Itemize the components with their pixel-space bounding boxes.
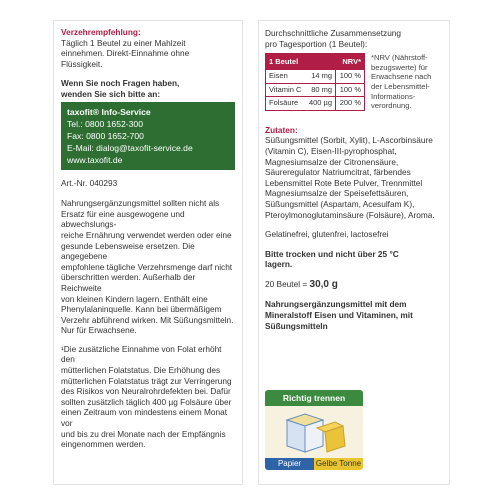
warning-line: Verzehr abführend wirken. Mit Süßungsmitteln. (61, 314, 234, 325)
nutrient-name: Vitamin C (266, 83, 306, 97)
nrv-note-line: Informations- (371, 91, 416, 101)
dosage-heading: Verzehrempfehlung: (61, 27, 141, 37)
warning-line: gesunde Lebensweise ersetzen. Die angegebene (61, 240, 195, 262)
ingredients-line: Süßungsmittel (Aspartam, Acesulfam K), (265, 198, 415, 209)
nutrient-amount: 14 mg (305, 70, 335, 83)
ingredients-heading: Zutaten: (265, 124, 298, 135)
product-desc-line: Süßungsmitteln (265, 320, 328, 331)
ingredients-line: Pteroylmonoglutaminsäure (Folsäure), Aroma. (265, 209, 435, 220)
ingredients-text (265, 135, 443, 220)
ingredients-line: Lebensmittel Rote Bete Pulver, Trennmittel (265, 177, 423, 188)
nutrient-amount: 80 mg (305, 83, 335, 97)
product-desc-line: Mineralstoff Eisen und Vitaminen, mit (265, 310, 413, 321)
nutrient-nrv: 200 % (336, 97, 365, 111)
nutrient-nrv: 100 % (336, 83, 365, 97)
nutrient-name: Folsäure (266, 97, 306, 111)
right-panel (258, 20, 450, 485)
warning-line: Ersatz für eine ausgewogene und abwechslungs- (61, 208, 185, 230)
article-number: Art.-Nr. 040293 (61, 177, 118, 188)
nutrient-amount: 400 µg (305, 97, 335, 111)
dosage-line: Täglich 1 Beutel zu einer Mahlzeit (61, 37, 186, 48)
nrv-footnote (371, 53, 441, 111)
recycling-paper-label: Papier (265, 458, 314, 470)
warning-line: reiche Ernährung verwendet werden oder eine (61, 229, 232, 240)
warning-line: empfohlene tägliche Verzehrsmenge darf nicht (61, 261, 233, 272)
product-desc-line: Nahrungsergänzungsmittel mit dem (265, 299, 407, 310)
dosage-line: einnehmen. Direkt-Einnahme ohne (61, 48, 190, 59)
nrv-note-line: der Lebensmittel- (371, 81, 430, 91)
info-service-tel: Tel.: 0800 1652-300 (67, 118, 143, 129)
ingredients-line: Säureregulator Natriumcitrat, färbendes (265, 167, 411, 178)
folate-line: ¹Die zusätzliche Einnahme von Folat erhöht den (61, 343, 222, 365)
questions-line: Wenn Sie noch Fragen haben, (61, 78, 180, 89)
nrv-note-line: verordnung. (371, 101, 412, 111)
questions-line: wenden Sie sich bitte an: (61, 88, 161, 99)
ingredients-line: Magnesiumsalze der Speisefettsäuren, (265, 188, 409, 199)
nutrition-table (265, 53, 365, 111)
nutrient-nrv: 100 % (339, 70, 361, 80)
recycling-yellow-bin-label: Gelbe Tonne (315, 459, 362, 468)
warning-line: überschritten werden. Außerhalb der Reichweite (61, 272, 196, 293)
info-service-web[interactable]: www.taxofit.de (67, 154, 123, 165)
composition-intro: pro Tagesportion (1 Beutel): (265, 38, 368, 49)
recycling-title: Richtig trennen (265, 390, 363, 406)
left-panel (53, 20, 243, 485)
storage-line: lagern. (265, 259, 293, 270)
info-service-box (61, 102, 235, 170)
folate-line: mütterlichen Folatstatus trägt zur Verringerung (61, 375, 232, 386)
ingredients-line: (Vitamin C), Eisen-III-pyrophosphat, (265, 145, 397, 156)
free-from-text: Gelatinefrei, glutenfrei, lactosefrei (265, 229, 389, 240)
nrv-note-line: *NRV (Nährstoff- (371, 53, 428, 63)
nrv-note-line: bezugswerte) für (371, 62, 428, 72)
table-row (266, 83, 365, 97)
warning-line: Nahrungsergänzungsmittel sollten nicht als (61, 198, 220, 209)
nrv-note-line: Erwachsene nach (371, 72, 432, 82)
folate-note (61, 344, 235, 450)
recycling-illustration (265, 406, 363, 458)
warning-line: von kleinen Kindern lagern. Enthält eine (61, 293, 208, 304)
table-header-nrv: NRV* (336, 54, 365, 70)
folate-line: einen Zeitraum von mindestens einem Monat vor (61, 407, 228, 429)
box-and-sachet-icon (265, 406, 363, 458)
content-value: 30,0 g (309, 278, 338, 290)
warning-text (61, 198, 235, 336)
warning-line: Nur für Erwachsene. (61, 325, 137, 336)
composition-intro: Durchschnittliche Zusammensetzung (265, 28, 402, 38)
table-row (266, 70, 365, 83)
dosage-line: Flüssigkeit. (61, 58, 103, 69)
ingredients-line: Magnesiumsalze der Citronensäure, (265, 156, 399, 167)
info-service-email[interactable]: E-Mail: dialog@taxofit-service.de (67, 142, 193, 153)
folate-line: mütterlichen Folatstatus. Die Erhöhung des (61, 365, 221, 376)
folate-line: sollten zusätzlich täglich 400 µg Folsäure über (61, 396, 232, 407)
folate-line: des Risikos von Neuralrohrdefekten bei. Dafür (61, 386, 231, 397)
table-header-serving: 1 Beutel (266, 54, 336, 70)
folate-line: eingenommen werden. (61, 439, 146, 450)
warning-line: Phenylalaninquelle. Kann bei übermäßigem (61, 304, 222, 315)
table-row (266, 97, 365, 111)
storage-line: Bitte trocken und nicht über 25 °C (265, 248, 399, 259)
nutrient-name: Eisen (269, 70, 288, 80)
content-amount (265, 279, 443, 291)
info-service-title: taxofit® Info-Service (67, 106, 151, 117)
folate-line: und bis zu drei Monate nach der Empfängnis (61, 428, 226, 439)
recycling-badge (265, 390, 363, 470)
ingredients-line: Süßungsmittel (Sorbit, Xylit), L-Ascorbinsäure (265, 135, 433, 146)
info-service-fax: Fax: 0800 1652-700 (67, 130, 144, 141)
content-prefix: 20 Beutel = (265, 278, 310, 289)
